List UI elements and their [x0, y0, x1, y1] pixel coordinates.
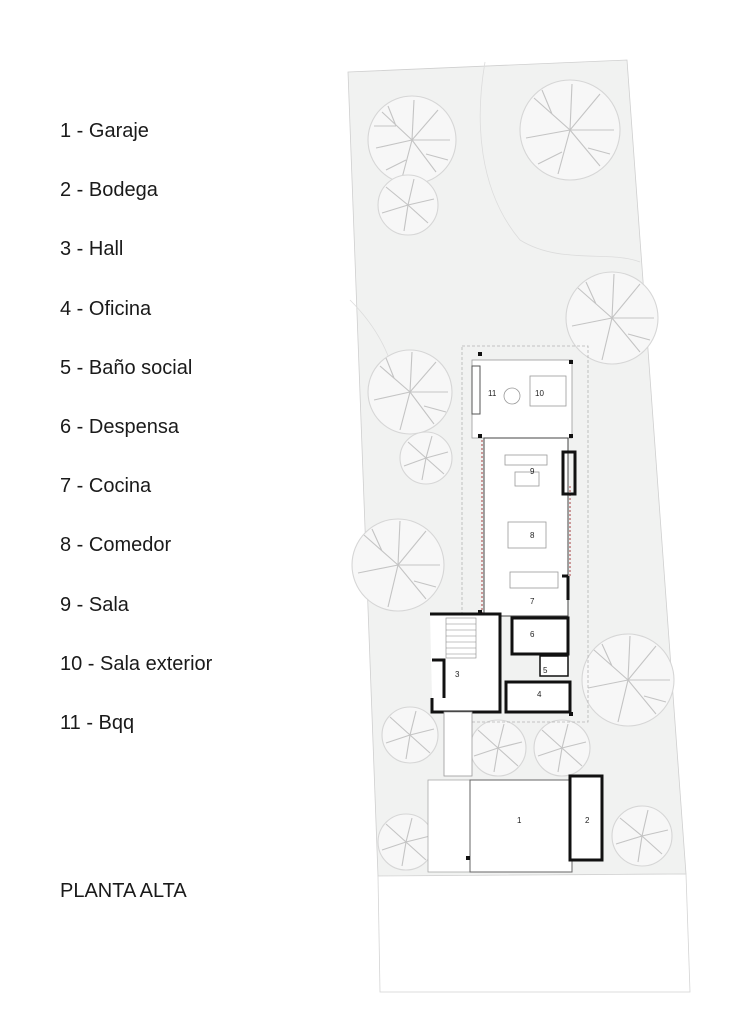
legend-item-despensa: 6 - Despensa	[60, 415, 179, 438]
room-label-3: 3	[455, 670, 460, 679]
walkway	[444, 712, 472, 776]
room-label-5: 5	[543, 666, 548, 675]
tree-icon	[368, 350, 452, 434]
legend-item-sala-exterior: 10 - Sala exterior	[60, 652, 213, 675]
tree-icon	[582, 634, 674, 726]
room-label-7: 7	[530, 597, 535, 606]
garage-apron	[428, 780, 470, 872]
tree-icon	[400, 432, 452, 484]
legend-item-garaje: 1 - Garaje	[60, 120, 149, 142]
room-label-2: 2	[585, 816, 590, 825]
room-label-1: 1	[517, 816, 522, 825]
tree-icon	[352, 519, 444, 611]
legend-item-sala: 9 - Sala	[60, 593, 129, 616]
tree-icon	[566, 272, 658, 364]
room-label-4: 4	[537, 690, 542, 699]
tree-icon	[382, 707, 438, 763]
room-label-8: 8	[530, 531, 535, 540]
room-label-9: 9	[530, 467, 535, 476]
tree-icon	[368, 96, 456, 184]
garage	[470, 780, 572, 872]
plan-title: PLANTA ALTA	[60, 880, 187, 902]
legend-item-comedor: 8 - Comedor	[60, 534, 172, 557]
tree-icon	[612, 806, 672, 866]
hall	[430, 614, 500, 712]
legend-item-cocina: 7 - Cocina	[60, 475, 152, 498]
tree-icon	[534, 720, 590, 776]
pantry	[512, 618, 568, 654]
legend-item-bqq: 11 - Bqq	[60, 711, 135, 734]
tree-icon	[520, 80, 620, 180]
legend-item-hall: 3 - Hall	[60, 238, 124, 261]
exterior-deck	[472, 360, 572, 438]
room-label-10: 10	[535, 389, 544, 398]
legend-item-bano-social: 5 - Baño social	[60, 356, 193, 379]
street-area	[378, 874, 690, 992]
tree-icon	[378, 814, 434, 870]
room-label-6: 6	[530, 630, 535, 639]
tree-icon	[470, 720, 526, 776]
legend-item-bodega: 2 - Bodega	[60, 179, 158, 202]
room-label-11: 11	[488, 389, 497, 398]
tree-icon	[378, 175, 438, 235]
legend-item-oficina: 4 - Oficina	[60, 297, 152, 320]
